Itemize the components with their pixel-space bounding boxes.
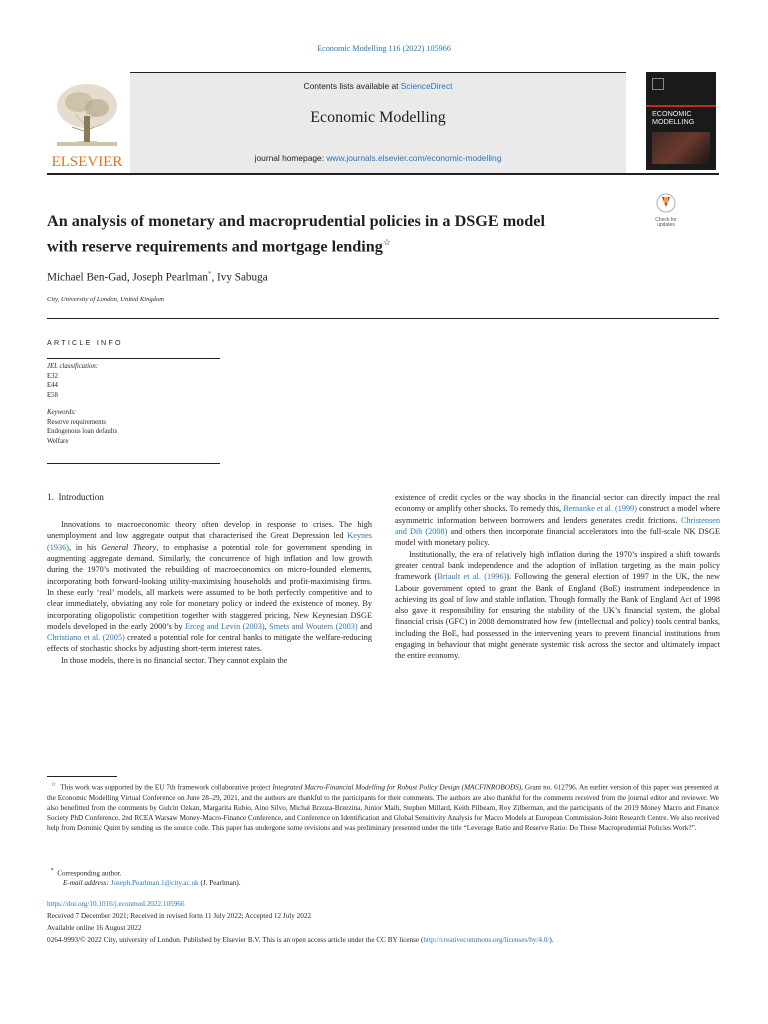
body-left-column <box>47 519 372 666</box>
author-list: Michael Ben-Gad, Joseph Pearlman*, Ivy Sabuga <box>47 270 268 284</box>
jel-classification: JEL classification: E32 E44 E58 <box>47 363 99 399</box>
article-info-rule <box>47 358 220 359</box>
article-info-heading: ARTICLE INFO <box>47 338 123 347</box>
section-heading-introduction: 1. Introduction <box>47 492 104 502</box>
corresponding-author-mark[interactable]: * <box>207 270 212 278</box>
funding-footnote-mark[interactable]: ☆ <box>382 237 391 247</box>
corresponding-footnote: * Corresponding author. <box>50 868 122 878</box>
affiliation: City, University of London, United Kingdom <box>47 296 165 303</box>
check-updates-icon <box>656 193 676 213</box>
journal-homepage-link[interactable]: www.journals.elsevier.com/economic-modelling <box>326 153 502 163</box>
citation-link[interactable]: Keynes (1936) <box>47 531 372 552</box>
doi-link[interactable]: https://doi.org/10.1016/j.econmod.2022.105966 <box>47 900 185 908</box>
citation-link[interactable]: Briault et al. (1996) <box>437 572 507 582</box>
cover-divider <box>646 105 716 107</box>
citation-link[interactable]: Bernanke et al. (1999) <box>563 504 637 514</box>
homepage-line: journal homepage: www.journals.elsevier.com/economic-modelling <box>254 153 502 163</box>
journal-banner <box>130 72 626 173</box>
header-rule <box>47 173 719 175</box>
citation-link[interactable]: Erceg and Levin (2003) <box>184 621 265 631</box>
paragraph: Innovations to macroeconomic theory often develop in response to crises. The high unemployment and low aggregate output that characterised the Great Depression led Keynes (1936), in his General Theory, to emphasise a potential role for government spending in augmenting aggregate demand. Similarly, the concurrence of high inflation and low growth during the 1970’s motivated the rebuilding of macroeconomics on micro-founded elements, incorporating both forward-looking utility-maximising households and profit-maximising firms. In these early ‘real’ models, all markets were assumed to be both perfectly competitive and to clear immediately, obviating any role for monetary policy or indeed the existence of money. By incorporating oligopolistic competition together with staggered pricing, New Keynesian DSGE models developed in the early 2000’s by Erceg and Levin (2003), Smets and Wouters (2003) and Christiano et al. (2005) created a potential role for central banks to mitigate the welfare-reducing effects of stochastic shocks by adjusting short-term interest rates. <box>47 520 372 654</box>
cover-title: ECONOMIC MODELLING <box>652 109 695 126</box>
jel-code: E58 <box>47 391 58 399</box>
license-link[interactable]: http://creativecommons.org/licenses/by/4.0/ <box>423 936 550 944</box>
keyword: Reserve requirements <box>47 418 107 426</box>
jel-code: E44 <box>47 382 58 390</box>
body-right-column <box>395 492 720 662</box>
article-title: An analysis of monetary and macroprudential policies in a DSGE model with reserve requirements and mortgage lending☆ <box>47 212 545 256</box>
license-notice: 0264-9993/© 2022 City, university of London. Published by Elsevier B.V. This is an open access article under the CC BY license (http://creativecommons.org/licenses/by/4.0/). <box>47 936 554 944</box>
keyword: Welfare <box>47 437 69 445</box>
paragraph: In those models, there is no financial sector. They cannot explain the <box>61 655 288 665</box>
jel-code: E32 <box>47 372 58 380</box>
elsevier-logo[interactable] <box>47 72 127 172</box>
elsevier-wordmark: ELSEVIER <box>51 154 123 170</box>
paragraph: Institutionally, the era of relatively high inflation during the 1970’s inspired a shift towards greater central bank independence and the adoption of inflation targeting as the main policy framework (Briault et al. (1996)). Following the general election of 1997 in the UK, the new Labour government opted to grant the Bank of England (BoE) instrument independence in achieving its goal of low and stable inflation. Though formally the Bank of England Act of 1998 also gave it responsibility for ensuring the stability of the UK’s financial system, the global financial crisis (GFC) in 2008 demonstrated how few (intellectual and policy) tools central banks, including the BoE, had possessed in the intervening years to prevent financial institutions from engaging in behaviour that might generate systemic risk across the sector and ultimately impact the entire economy. <box>395 549 720 661</box>
received-dates: Received 7 December 2021; Received in revised form 11 July 2022; Accepted 12 July 2022 <box>47 912 312 920</box>
paragraph: existence of credit cycles or the way shocks in the financial sector can directly impact the real economy or amplify other shocks. To remedy this, Bernanke et al. (1999) construct a model where asymmetric information between borrowers and lenders generates credit frictions. Christensen and Dib (2008) and others then incorporate financial accelerators into the full-scale NK DSGE model with monetary policy. <box>395 493 721 548</box>
citation-link[interactable]: Christensen and Dib (2008) <box>395 515 720 536</box>
keyword: Endogenous loan defaults <box>47 428 118 436</box>
keywords: Keywords: Reserve requirements Endogenous loan defaults Welfare <box>47 409 118 445</box>
elsevier-tree-icon <box>47 72 127 172</box>
available-online: Available online 16 August 2022 <box>47 924 142 932</box>
article-info-bottom-rule <box>47 463 220 464</box>
citation-link[interactable]: Smets and Wouters (2003) <box>269 621 358 631</box>
contents-line: Contents lists available at ScienceDirect <box>303 81 453 91</box>
cover-image <box>652 132 710 164</box>
authors-rule <box>47 318 719 319</box>
journal-cover-thumbnail[interactable] <box>646 72 716 170</box>
funding-footnote: ☆ This work was supported by the EU 7th framework collaborative project Integrated Macro-Financial Modelling for Robust Policy Design (MACFINROBODS), Grant no. 612796. An earlier version of this paper was presented at the Economic Modelling Virtual Conference on June 28–29, 2021, and the authors are thankful to the participants for their comments. The authors are also thankful for the comments received from the journal editor and reviewer. We also benefitted from the comments by Gulcin Ozkan, Margarita Rubio, Aino Silvo, Michal Brzoza-Brzezina, Junior Maih, Stephen Millard, Keith Pilbeam, Roy Zilberman, and the participants of the 2019 Money Macro and Finance Society PhD Conference, 2nd RCEA Warsaw Money-Macro-Finance Conference, and Conference on Identification and Global Sensitivity Analysis for Macro Models at European Commission-Joint Research Centre. We also received help from Dominic Quint by sending us the source code. This paper has undergone some revisions and was preliminary presented under the title “Leverage Ratio and Reserve Ratio: Do These Macroprudential Policies Work?”. <box>47 782 719 833</box>
journal-title: Economic Modelling <box>310 109 446 126</box>
check-updates-label: Check for updates <box>655 217 677 228</box>
email-footnote: E-mail address: Joseph.Pearlman.1@city.ac.uk (J. Pearlman). <box>63 879 241 887</box>
cover-logo-icon <box>652 78 664 90</box>
email-link[interactable]: Joseph.Pearlman.1@city.ac.uk <box>110 879 199 887</box>
sciencedirect-link[interactable]: ScienceDirect <box>400 81 453 91</box>
footnote-rule <box>47 776 117 777</box>
check-for-updates-badge[interactable] <box>648 193 684 227</box>
citation-link[interactable]: Christiano et al. (2005) <box>47 633 125 643</box>
running-header[interactable]: Economic Modelling 116 (2022) 105966 <box>317 44 451 53</box>
